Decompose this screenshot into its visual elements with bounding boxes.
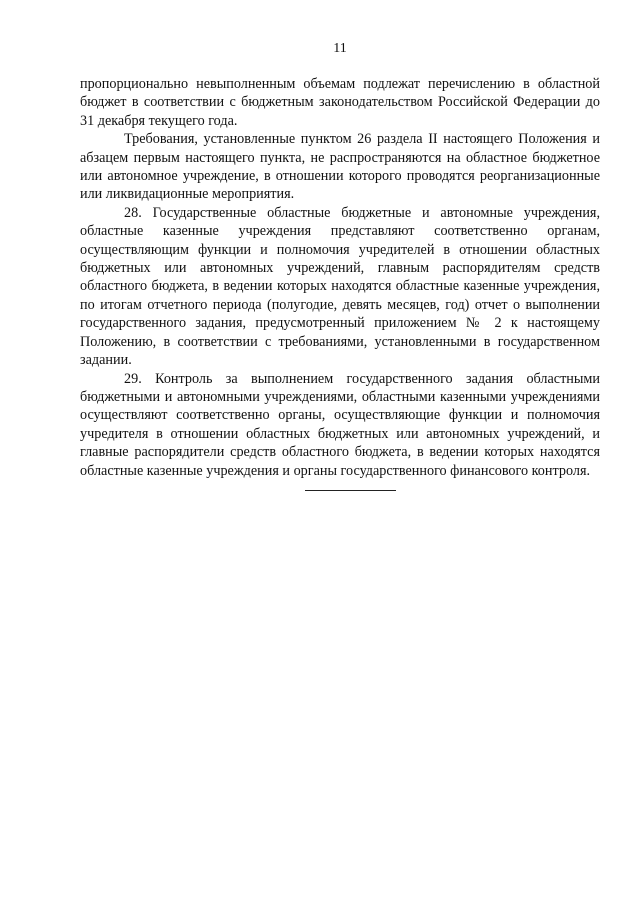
paragraph-requirements: Требования, установленные пунктом 26 раздела II настоящего Положения и абзацем первым настоящего пункта, не распространяются на областное бюджетное или автономное учреждение, в отношении которого проводятся реорганизационные или ликвидационные мероприятия. — [80, 131, 600, 203]
paragraph-28: 28. Государственные областные бюджетные и автономные учреждения, областные казенные учреждения представляют соответственно органам, осуществляющим функции и полномочия учредителей в отношении областных бюджетных или автономных учреждений, главным распорядителям средств областного бюджета, в ведении которых находятся областные казенные учреждения, по итогам отчетного периода (полугодие, девять месяцев, год) отчет о выполнении государственного задания, предусмотренный приложением № 2 к настоящему Положению, в соответствии с требованиями, установленными в государственном задании. — [80, 204, 600, 369]
closing-divider — [305, 490, 396, 491]
paragraph-continuation: пропорционально невыполненным объемам подлежат перечислению в областной бюджет в соответствии с бюджетным законодательством Российской Федерации до 31 декабря текущего года. — [80, 76, 600, 129]
page-number: 11 — [333, 41, 347, 56]
paragraph-29: 29. Контроль за выполнением государственного задания областными бюджетными и автономными учреждениями, областными казенными учреждениями осуществляют соответственно органы, осуществляющие функции и полномочия учредителя в отношении областных бюджетных или автономных учреждений, и главные распорядители средств областного бюджета, в ведении которых находятся областные казенные учреждения и органы государственного финансового контроля. — [80, 370, 600, 479]
document-body — [80, 75, 600, 480]
